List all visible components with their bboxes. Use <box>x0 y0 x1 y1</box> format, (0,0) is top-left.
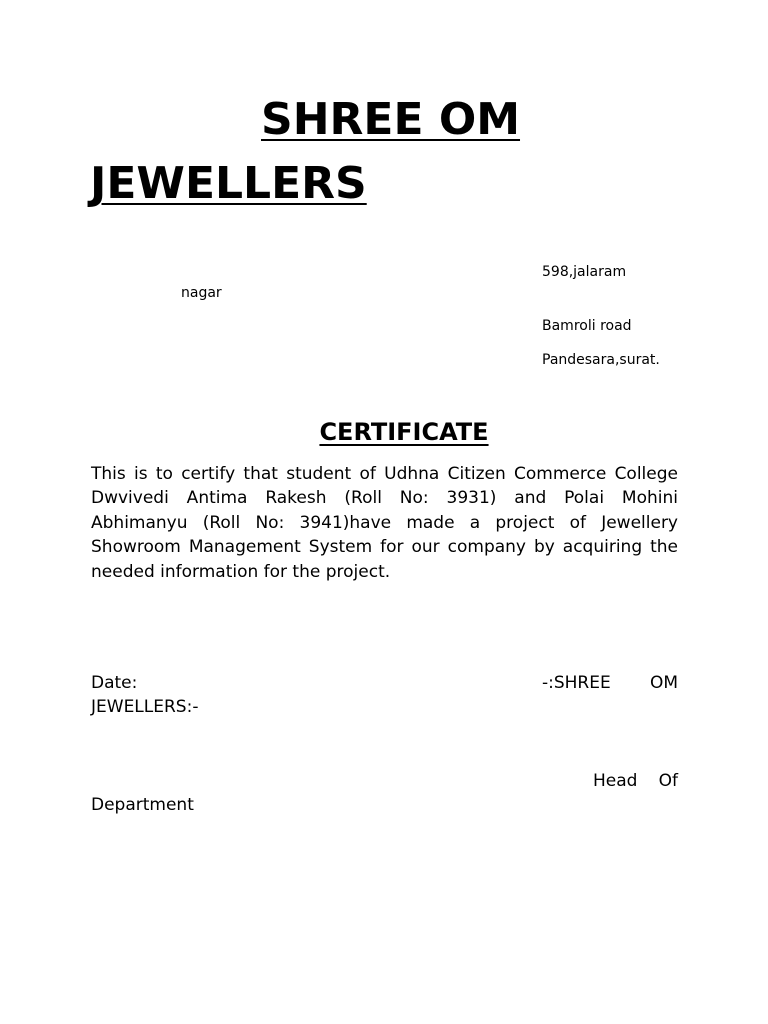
address-line4: Pandesara,surat. <box>542 352 660 368</box>
head-of-department-label <box>593 769 678 793</box>
address-line1: 598,jalaram <box>542 264 627 280</box>
hod-part1: Head <box>593 771 638 791</box>
company-name-line2: JEWELLERS <box>90 158 367 209</box>
company-signature <box>542 671 678 695</box>
hod-part2: Of <box>658 771 678 791</box>
company-signature-part2: OM <box>649 673 678 693</box>
company-name-line1: SHREE OM <box>261 94 521 145</box>
certificate-body: This is to certify that student of Udhna Citizen Commerce College Dwvivedi Antima Rakesh (Roll No: 3931) and Polai Mohini Abhimanyu (Roll No: 3941)have made a project of Jewellery Showroom Management System for our company by acquiring the needed information for the project. <box>91 464 678 582</box>
company-signature-part1: -:SHREE <box>542 673 611 693</box>
address-line2: nagar <box>181 285 222 301</box>
head-of-department-continued: Department <box>91 795 194 815</box>
date-label: Date: <box>91 673 138 693</box>
company-signature-continued: JEWELLERS:- <box>91 697 199 717</box>
certificate-heading: CERTIFICATE <box>319 418 489 446</box>
address-line3: Bamroli road <box>542 318 632 334</box>
